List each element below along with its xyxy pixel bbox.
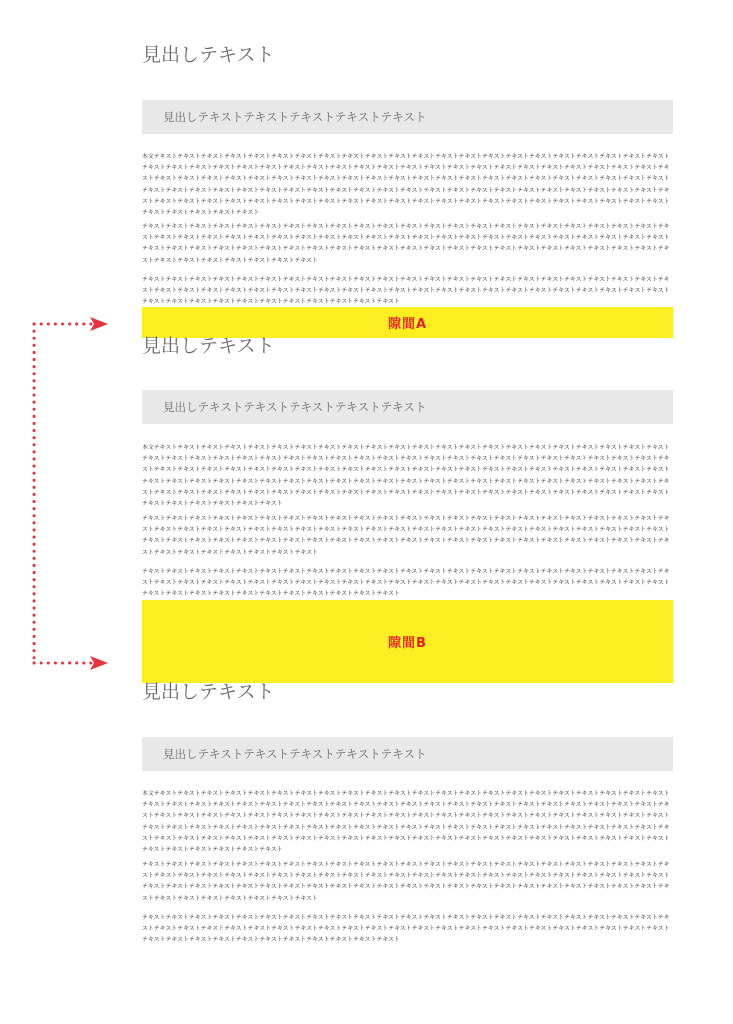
- section-1-paragraph-3: テキストテキストテキストテキストテキストテキストテキストテキストテキストテキストテキストテキストテキストテキストテキストテキストテキストテキストテキストテキストテキストテキストテキストテキストテキストテキストテキストテキストテキストテキストテキストテキストテキストテキストテキストテキストテキストテキストテキストテキストテキストテキストテキストテキストテキストテキストテキストテキストテキストテキストテキストテキストテキストテキストテキストテキスト: [142, 277, 670, 306]
- section-3-paragraph-3: テキストテキストテキストテキストテキストテキストテキストテキストテキストテキストテキストテキストテキストテキストテキストテキストテキストテキストテキストテキストテキストテキストテキストテキストテキストテキストテキストテキストテキストテキストテキストテキストテキストテキストテキストテキストテキストテキストテキストテキストテキストテキストテキストテキストテキストテキストテキストテキストテキストテキストテキストテキストテキストテキストテキストテキスト: [142, 915, 670, 944]
- section-1-heading: 見出しテキスト: [142, 44, 275, 66]
- section-2-paragraph-2: テキストテキストテキストテキストテキストテキストテキストテキストテキストテキストテキストテキストテキストテキストテキストテキストテキストテキストテキストテキストテキストテキストテキストテキストテキストテキストテキストテキストテキストテキストテキストテキストテキストテキストテキストテキストテキストテキストテキストテキストテキストテキストテキストテキストテキストテキストテキストテキストテキストテキストテキストテキストテキストテキストテキストテキストテキストテキストテキストテキストテキストテキストテキストテキストテキストテキストテキストテキストテキストテキストテキストテキストテキストテキストテキスト: [142, 516, 670, 556]
- dotted-bracket-line: [34, 324, 92, 663]
- section-3-paragraph-2: テキストテキストテキストテキストテキストテキストテキストテキストテキストテキストテキストテキストテキストテキストテキストテキストテキストテキストテキストテキストテキストテキストテキストテキストテキストテキストテキストテキストテキストテキストテキストテキストテキストテキストテキストテキストテキストテキストテキストテキストテキストテキストテキストテキストテキストテキストテキストテキストテキストテキストテキストテキストテキストテキストテキストテキストテキストテキストテキストテキストテキストテキストテキストテキストテキストテキストテキストテキストテキストテキストテキストテキストテキストテキストテキスト: [142, 862, 670, 902]
- arrow-head-upper-icon: [90, 317, 108, 331]
- section-3-subheading-bar: 見出しテキストテキストテキストテキストテキスト: [142, 737, 673, 771]
- section-1-paragraph-1: 本文テキストテキストテキストテキストテキストテキストテキストテキストテキストテキストテキストテキストテキストテキストテキストテキストテキストテキストテキストテキストテキストテキストテキストテキストテキストテキストテキストテキストテキストテキストテキストテキストテキストテキストテキストテキストテキストテキストテキストテキストテキストテキストテキストテキストテキストテキストテキストテキストテキストテキストテキストテキストテキストテキストテキストテキストテキストテキストテキストテキストテキストテキストテキストテキストテキストテキストテキストテキストテキストテキストテキストテキストテキストテキストテキストテキストテキストテキストテキストテキストテキストテキストテキストテキストテキストテキストテキストテキストテキストテキストテキストテキストテキストテキストテキストテキストテキストテキストテキストテキストテキストテキストテキストテキストテキストテキストテキストテキストテキストテキストテキストテキストテキストテキストテキストテキストテキスト: [142, 154, 670, 217]
- section-2-subheading-bar: 見出しテキストテキストテキストテキストテキスト: [142, 390, 673, 424]
- section-2-paragraph-3: テキストテキストテキストテキストテキストテキストテキストテキストテキストテキストテキストテキストテキストテキストテキストテキストテキストテキストテキストテキストテキストテキストテキストテキストテキストテキストテキストテキストテキストテキストテキストテキストテキストテキストテキストテキストテキストテキストテキストテキストテキストテキストテキストテキストテキストテキストテキストテキストテキストテキストテキストテキストテキストテキストテキストテキスト: [142, 569, 670, 598]
- section-1-subheading-bar: 見出しテキストテキストテキストテキストテキスト: [142, 100, 673, 134]
- section-3-heading: 見出しテキスト: [142, 681, 275, 703]
- section-2-heading: 見出しテキスト: [142, 335, 275, 357]
- arrow-head-lower-icon: [90, 656, 108, 670]
- section-1-paragraph-2: テキストテキストテキストテキストテキストテキストテキストテキストテキストテキストテキストテキストテキストテキストテキストテキストテキストテキストテキストテキストテキストテキストテキストテキストテキストテキストテキストテキストテキストテキストテキストテキストテキストテキストテキストテキストテキストテキストテキストテキストテキストテキストテキストテキストテキストテキストテキストテキストテキストテキストテキストテキストテキストテキストテキストテキストテキストテキストテキストテキストテキストテキストテキストテキストテキストテキストテキストテキストテキストテキストテキストテキストテキストテキストテキスト: [142, 224, 670, 264]
- section-2-paragraph-1: 本文テキストテキストテキストテキストテキストテキストテキストテキストテキストテキストテキストテキストテキストテキストテキストテキストテキストテキストテキストテキストテキストテキストテキストテキストテキストテキストテキストテキストテキストテキストテキストテキストテキストテキストテキストテキストテキストテキストテキストテキストテキストテキストテキストテキストテキストテキストテキストテキストテキストテキストテキストテキストテキストテキストテキストテキストテキストテキストテキストテキストテキストテキストテキストテキストテキストテキストテキストテキストテキストテキストテキストテキストテキストテキストテキストテキストテキストテキストテキストテキストテキストテキストテキストテキストテキストテキストテキストテキストテキストテキストテキストテキストテキストテキストテキストテキストテキストテキストテキストテキストテキストテキストテキストテキストテキストテキストテキストテキストテキストテキストテキストテキストテキストテキストテキストテキストテキストテキスト: [142, 445, 670, 508]
- gap-b-label: 隙間B: [388, 636, 427, 651]
- gap-a-label: 隙間A: [387, 317, 428, 332]
- section-3-paragraph-1: 本文テキストテキストテキストテキストテキストテキストテキストテキストテキストテキストテキストテキストテキストテキストテキストテキストテキストテキストテキストテキストテキストテキストテキストテキストテキストテキストテキストテキストテキストテキストテキストテキストテキストテキストテキストテキストテキストテキストテキストテキストテキストテキストテキストテキストテキストテキストテキストテキストテキストテキストテキストテキストテキストテキストテキストテキストテキストテキストテキストテキストテキストテキストテキストテキストテキストテキストテキストテキストテキストテキストテキストテキストテキストテキストテキストテキストテキストテキストテキストテキストテキストテキストテキストテキストテキストテキストテキストテキストテキストテキストテキストテキストテキストテキストテキストテキストテキストテキストテキストテキストテキストテキストテキストテキストテキストテキストテキストテキストテキストテキストテキストテキストテキストテキストテキストテキストテキストテキスト: [142, 791, 670, 854]
